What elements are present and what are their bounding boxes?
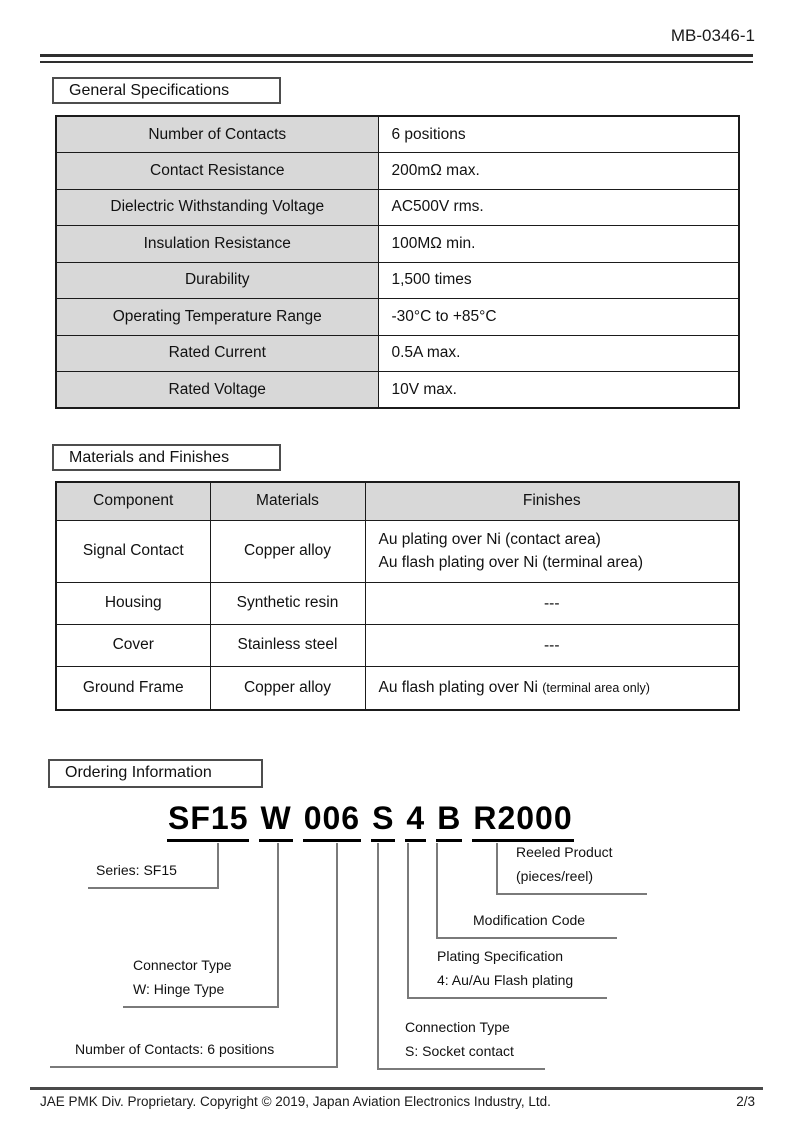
part-segment-connector-type: W bbox=[259, 801, 292, 842]
callout-line-contacts bbox=[336, 843, 338, 1068]
callout-text: (pieces/reel) bbox=[516, 868, 594, 884]
footer-rule bbox=[30, 1087, 763, 1090]
spec-value: -30°C to +85°C bbox=[378, 299, 739, 336]
callout-text: Modification Code bbox=[473, 912, 586, 928]
table-row bbox=[56, 116, 739, 153]
header-double-rule bbox=[40, 54, 753, 63]
callout-reeled-product bbox=[497, 839, 647, 895]
table-row bbox=[56, 520, 739, 582]
spec-label: Dielectric Withstanding Voltage bbox=[56, 189, 378, 226]
spec-label: Contact Resistance bbox=[56, 153, 378, 190]
material-cell: Copper alloy bbox=[210, 666, 365, 710]
document-number: MB-0346-1 bbox=[670, 26, 755, 45]
callout-plating-specification bbox=[408, 943, 607, 999]
part-segment-contacts: 006 bbox=[303, 801, 361, 842]
callout-number-of-contacts bbox=[50, 1036, 338, 1068]
ordering-information-diagram bbox=[0, 755, 793, 1085]
column-header-finishes: Finishes bbox=[365, 482, 739, 520]
callout-text: Number of Contacts: 6 positions bbox=[75, 1041, 275, 1057]
spec-label: Rated Voltage bbox=[56, 372, 378, 409]
component-cell: Cover bbox=[56, 624, 210, 666]
finish-cell: --- bbox=[365, 582, 739, 624]
spec-label: Insulation Resistance bbox=[56, 226, 378, 263]
callout-modification-code bbox=[438, 907, 617, 939]
table-row bbox=[56, 189, 739, 226]
section-title-ordering-information: Ordering Information bbox=[48, 759, 263, 788]
footer bbox=[40, 1094, 755, 1109]
callout-text: Connector Type bbox=[133, 957, 232, 973]
footer-copyright: JAE PMK Div. Proprietary. Copyright © 2019, Japan Aviation Electronics Industry, Ltd. bbox=[40, 1094, 551, 1109]
column-header-component: Component bbox=[56, 482, 210, 520]
finish-cell bbox=[365, 666, 739, 710]
material-cell: Synthetic resin bbox=[210, 582, 365, 624]
part-segment-plating: 4 bbox=[405, 801, 426, 842]
finish-cell: --- bbox=[365, 624, 739, 666]
callout-text: S: Socket contact bbox=[405, 1043, 514, 1059]
material-cell: Copper alloy bbox=[210, 520, 365, 582]
table-row bbox=[56, 372, 739, 409]
spec-value: 6 positions bbox=[378, 116, 739, 153]
spec-label: Operating Temperature Range bbox=[56, 299, 378, 336]
component-cell: Signal Contact bbox=[56, 520, 210, 582]
footer-page-number: 2/3 bbox=[736, 1094, 755, 1109]
general-specifications-table bbox=[55, 115, 740, 409]
component-cell: Ground Frame bbox=[56, 666, 210, 710]
component-cell: Housing bbox=[56, 582, 210, 624]
callout-text: Plating Specification bbox=[437, 948, 564, 964]
part-segment-reeled: R2000 bbox=[472, 801, 573, 842]
table-row bbox=[56, 299, 739, 336]
section-title-general-specifications: General Specifications bbox=[52, 77, 281, 104]
spec-label: Rated Current bbox=[56, 335, 378, 372]
part-segment-connection-type: S bbox=[371, 801, 395, 842]
callout-text: W: Hinge Type bbox=[133, 981, 225, 997]
callout-text: Series: SF15 bbox=[96, 862, 177, 878]
part-number bbox=[167, 801, 574, 842]
table-header-row bbox=[56, 482, 739, 520]
callout-text: 4: Au/Au Flash plating bbox=[437, 972, 574, 988]
finish-line: Au plating over Ni (contact area) bbox=[378, 531, 601, 548]
callout-text: Reeled Product bbox=[516, 844, 613, 860]
spec-value: 200mΩ max. bbox=[378, 153, 739, 190]
table-row bbox=[56, 582, 739, 624]
table-row bbox=[56, 624, 739, 666]
table-row bbox=[56, 335, 739, 372]
table-row bbox=[56, 262, 739, 299]
spec-value: 1,500 times bbox=[378, 262, 739, 299]
callout-text: Connection Type bbox=[405, 1019, 510, 1035]
table-row bbox=[56, 153, 739, 190]
spec-label: Durability bbox=[56, 262, 378, 299]
finish-line: Au flash plating over Ni (terminal area) bbox=[378, 554, 643, 571]
spec-value: 100MΩ min. bbox=[378, 226, 739, 263]
spec-value: AC500V rms. bbox=[378, 189, 739, 226]
spec-label: Number of Contacts bbox=[56, 116, 378, 153]
section-title-materials-finishes: Materials and Finishes bbox=[52, 444, 281, 471]
part-segment-series: SF15 bbox=[167, 801, 249, 842]
table-row bbox=[56, 226, 739, 263]
material-cell: Stainless steel bbox=[210, 624, 365, 666]
spec-value: 10V max. bbox=[378, 372, 739, 409]
finish-note: (terminal area only) bbox=[542, 680, 650, 695]
callout-connection-type bbox=[378, 1014, 545, 1070]
finish-main: Au flash plating over Ni bbox=[378, 678, 543, 696]
spec-value: 0.5A max. bbox=[378, 335, 739, 372]
part-segment-modification: B bbox=[436, 801, 462, 842]
column-header-materials: Materials bbox=[210, 482, 365, 520]
callout-connector-type bbox=[123, 952, 279, 1008]
callout-series bbox=[88, 857, 219, 889]
finish-cell bbox=[365, 520, 739, 582]
table-row bbox=[56, 666, 739, 710]
materials-finishes-table bbox=[55, 481, 740, 711]
